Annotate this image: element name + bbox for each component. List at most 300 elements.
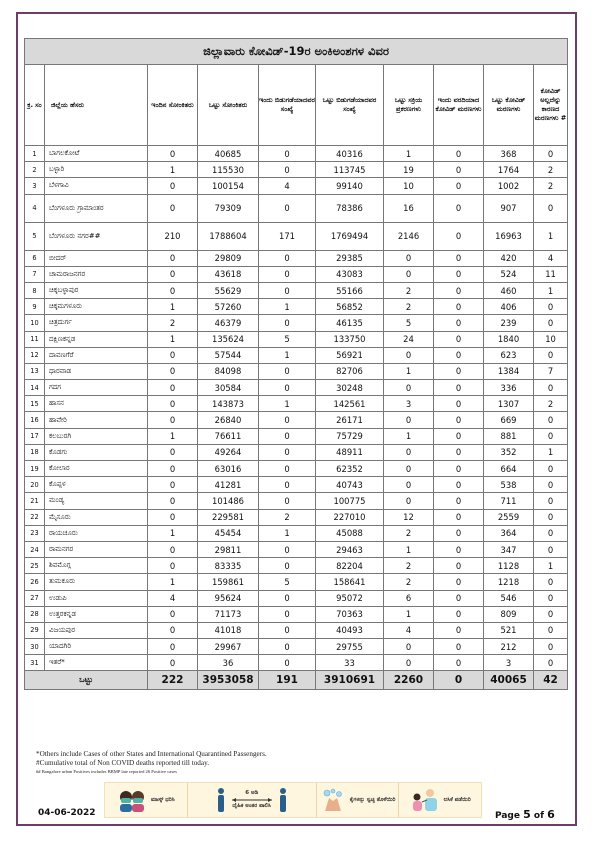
cell-active: 0 (384, 493, 434, 509)
cell-today-deaths: 0 (434, 574, 484, 590)
vaccine-caption: ಲಸಿಕೆ ಪಡೆಯಿರಿ (443, 796, 471, 803)
cell-total-discharged: 78386 (316, 194, 384, 222)
cell-total-deaths: 1218 (484, 574, 534, 590)
cell-active: 12 (384, 509, 434, 525)
cell-active: 0 (384, 250, 434, 266)
cell-non-covid-deaths: 0 (534, 493, 568, 509)
table-row (25, 606, 568, 622)
cell-today-discharged: 0 (259, 315, 316, 331)
cell-non-covid-deaths: 0 (534, 299, 568, 315)
cell-active: 24 (384, 331, 434, 347)
cell-today-positive: 1 (148, 525, 198, 541)
cell-today-positive: 0 (148, 461, 198, 477)
table-row (25, 639, 568, 655)
cell-today-positive: 0 (148, 541, 198, 557)
cell-total-discharged: 40493 (316, 622, 384, 638)
cell-total-deaths: 1840 (484, 331, 534, 347)
totals-total-deaths: 40065 (484, 671, 534, 690)
cell-today-discharged: 2 (259, 509, 316, 525)
cell-today-positive: 0 (148, 639, 198, 655)
handwash-icon (320, 787, 346, 813)
mask-caption: ಮಾಸ್ಕ್ ಧರಿಸಿ (150, 796, 175, 803)
page-current: 5 (523, 808, 531, 821)
cell-today-deaths: 0 (434, 222, 484, 250)
table-row (25, 541, 568, 557)
cell-sl: 7 (25, 266, 45, 282)
cell-non-covid-deaths: 0 (534, 477, 568, 493)
cell-total-deaths: 212 (484, 639, 534, 655)
cell-district: ಕಲಬುರಗಿ (45, 428, 148, 444)
cell-today-discharged: 1 (259, 525, 316, 541)
cell-today-discharged: 1 (259, 347, 316, 363)
cell-today-discharged: 0 (259, 146, 316, 162)
cell-total-discharged: 100775 (316, 493, 384, 509)
cell-non-covid-deaths: 0 (534, 574, 568, 590)
table-row (25, 525, 568, 541)
cell-district: ಹಾವೇರಿ (45, 412, 148, 428)
cell-today-deaths: 0 (434, 331, 484, 347)
cell-total-positive: 115530 (198, 162, 259, 178)
cell-total-discharged: 40743 (316, 477, 384, 493)
cell-today-positive: 0 (148, 509, 198, 525)
cell-today-discharged: 0 (259, 282, 316, 298)
cell-total-positive: 63016 (198, 461, 259, 477)
table-row (25, 622, 568, 638)
header-total-positive: ಒಟ್ಟು ಸೋಂಕಿತರು (198, 65, 259, 146)
cell-total-positive: 57260 (198, 299, 259, 315)
cell-district: ಬಳ್ಳಾರಿ (45, 162, 148, 178)
cell-today-discharged: 1 (259, 299, 316, 315)
cell-district: ಉಡುಪಿ (45, 590, 148, 606)
cell-today-positive: 0 (148, 194, 198, 222)
cell-total-positive: 29811 (198, 541, 259, 557)
cell-total-discharged: 40316 (316, 146, 384, 162)
table-row (25, 574, 568, 590)
cell-today-discharged: 0 (259, 606, 316, 622)
cell-non-covid-deaths: 0 (534, 509, 568, 525)
cell-total-deaths: 1128 (484, 558, 534, 574)
table-row (25, 396, 568, 412)
cell-non-covid-deaths: 0 (534, 590, 568, 606)
cell-total-deaths: 538 (484, 477, 534, 493)
cell-active: 6 (384, 590, 434, 606)
cell-district: ರಾಯಚೂರು (45, 525, 148, 541)
cell-today-deaths: 0 (434, 347, 484, 363)
cell-total-positive: 55629 (198, 282, 259, 298)
distance-caption: ದೈಹಿಕ ಅಂತರ ಪಾಲಿಸಿ (232, 803, 271, 809)
cell-district: ಬೆಳಗಾವಿ (45, 178, 148, 194)
cell-total-deaths: 521 (484, 622, 534, 638)
cell-district: ಧಾರವಾಡ (45, 363, 148, 379)
cell-sl: 14 (25, 380, 45, 396)
cell-today-discharged: 171 (259, 222, 316, 250)
table-row (25, 461, 568, 477)
cell-non-covid-deaths: 0 (534, 655, 568, 671)
cell-sl: 28 (25, 606, 45, 622)
cell-total-positive: 101486 (198, 493, 259, 509)
cell-total-discharged: 46135 (316, 315, 384, 331)
cell-non-covid-deaths: 1 (534, 222, 568, 250)
mask-panel (105, 783, 188, 817)
totals-today-discharged: 191 (259, 671, 316, 690)
cell-total-discharged: 56921 (316, 347, 384, 363)
table-row (25, 266, 568, 282)
cell-total-deaths: 623 (484, 347, 534, 363)
cell-active: 2 (384, 299, 434, 315)
cell-non-covid-deaths: 0 (534, 461, 568, 477)
cell-today-deaths: 0 (434, 461, 484, 477)
cell-today-deaths: 0 (434, 477, 484, 493)
cell-total-positive: 36 (198, 655, 259, 671)
cell-non-covid-deaths: 0 (534, 315, 568, 331)
cell-non-covid-deaths: 2 (534, 178, 568, 194)
cell-total-positive: 1788604 (198, 222, 259, 250)
cell-today-positive: 0 (148, 444, 198, 460)
totals-today-positive: 222 (148, 671, 198, 690)
cell-today-positive: 0 (148, 477, 198, 493)
cell-total-deaths: 711 (484, 493, 534, 509)
cell-non-covid-deaths: 11 (534, 266, 568, 282)
totals-today-deaths: 0 (434, 671, 484, 690)
header-today-discharged: ಇಂದು ಬಿಡುಗಡೆಯಾದವರ ಸಂಖ್ಯೆ (259, 65, 316, 146)
table-row (25, 222, 568, 250)
cell-total-discharged: 95072 (316, 590, 384, 606)
cell-total-discharged: 227010 (316, 509, 384, 525)
cell-today-positive: 0 (148, 363, 198, 379)
table-body (25, 146, 568, 671)
cell-today-positive: 0 (148, 347, 198, 363)
cell-today-discharged: 0 (259, 428, 316, 444)
cell-total-discharged: 29385 (316, 250, 384, 266)
cell-active: 2 (384, 282, 434, 298)
table-row (25, 282, 568, 298)
cell-today-positive: 0 (148, 493, 198, 509)
cell-district: ಚಾಮರಾಜನಗರ (45, 266, 148, 282)
cell-total-deaths: 669 (484, 412, 534, 428)
cell-total-positive: 100154 (198, 178, 259, 194)
table-row (25, 428, 568, 444)
cell-total-positive: 46379 (198, 315, 259, 331)
totals-non-covid-deaths: 42 (534, 671, 568, 690)
cell-total-deaths: 1764 (484, 162, 534, 178)
cell-today-deaths: 0 (434, 266, 484, 282)
cell-district: ಮೈಸೂರು (45, 509, 148, 525)
report-date: 04-06-2022 (38, 808, 96, 818)
cell-active: 0 (384, 477, 434, 493)
cell-total-positive: 29809 (198, 250, 259, 266)
cell-today-positive: 1 (148, 574, 198, 590)
cell-active: 0 (384, 655, 434, 671)
cell-district: ಕೊಪ್ಪಳ (45, 477, 148, 493)
district-covid-table (24, 38, 568, 690)
cell-total-positive: 40685 (198, 146, 259, 162)
cell-non-covid-deaths: 1 (534, 282, 568, 298)
cell-total-positive: 41018 (198, 622, 259, 638)
handwash-caption: ಕೈಗಳನ್ನು ಸ್ವಚ್ಛ ತೊಳೆಯಿರಿ (349, 796, 396, 803)
cell-today-positive: 0 (148, 250, 198, 266)
mask-icon (117, 787, 147, 813)
cell-today-positive: 0 (148, 178, 198, 194)
cell-active: 0 (384, 380, 434, 396)
cell-total-discharged: 82706 (316, 363, 384, 379)
cell-non-covid-deaths: 0 (534, 380, 568, 396)
cell-today-positive: 0 (148, 622, 198, 638)
cell-today-deaths: 0 (434, 509, 484, 525)
cell-today-discharged: 0 (259, 363, 316, 379)
cell-today-deaths: 0 (434, 622, 484, 638)
header-today-positive: ಇಂದಿನ ಸೋಂಕಿತರು (148, 65, 198, 146)
cell-today-positive: 0 (148, 380, 198, 396)
cell-district: ಬೆಂಗಳೂರು ನಗರ## (45, 222, 148, 250)
cell-today-deaths: 0 (434, 162, 484, 178)
cell-total-discharged: 30248 (316, 380, 384, 396)
cell-district: ಕೋಲಾರ (45, 461, 148, 477)
cell-total-deaths: 1307 (484, 396, 534, 412)
cell-active: 0 (384, 412, 434, 428)
cell-district: ಹಾಸನ (45, 396, 148, 412)
cell-today-deaths: 0 (434, 282, 484, 298)
cell-sl: 16 (25, 412, 45, 428)
cell-today-deaths: 0 (434, 363, 484, 379)
cell-total-deaths: 546 (484, 590, 534, 606)
cell-active: 19 (384, 162, 434, 178)
cell-today-positive: 0 (148, 396, 198, 412)
cell-district: ಬೆಂಗಳೂರು ಗ್ರಾಮಾಂತರ (45, 194, 148, 222)
cell-sl: 1 (25, 146, 45, 162)
cell-today-discharged: 0 (259, 558, 316, 574)
cell-total-discharged: 48911 (316, 444, 384, 460)
table-row (25, 347, 568, 363)
cell-non-covid-deaths: 0 (534, 606, 568, 622)
cell-active: 2146 (384, 222, 434, 250)
cell-sl: 25 (25, 558, 45, 574)
table-row (25, 331, 568, 347)
footnote-others: *Others include Cases of other States and International Quarantined Passengers. (36, 750, 267, 758)
cell-sl: 15 (25, 396, 45, 412)
cell-total-deaths: 368 (484, 146, 534, 162)
header-today-deaths: ಇಂದು ವರದಿಯಾದ ಕೋವಿಡ್ ಮರಣಗಳು (434, 65, 484, 146)
cell-today-deaths: 0 (434, 590, 484, 606)
cell-total-positive: 83335 (198, 558, 259, 574)
cell-sl: 23 (25, 525, 45, 541)
table-row (25, 380, 568, 396)
cell-today-positive: 1 (148, 162, 198, 178)
cell-total-discharged: 142561 (316, 396, 384, 412)
cell-active: 0 (384, 347, 434, 363)
cell-total-deaths: 1384 (484, 363, 534, 379)
cell-non-covid-deaths: 0 (534, 347, 568, 363)
cell-today-deaths: 0 (434, 558, 484, 574)
cell-today-deaths: 0 (434, 428, 484, 444)
cell-active: 5 (384, 315, 434, 331)
cell-active: 2 (384, 558, 434, 574)
cell-total-positive: 76611 (198, 428, 259, 444)
cell-district: ಯಾದಗಿರಿ (45, 639, 148, 655)
cell-total-deaths: 524 (484, 266, 534, 282)
cell-today-discharged: 0 (259, 266, 316, 282)
cell-today-positive: 2 (148, 315, 198, 331)
cell-total-positive: 135624 (198, 331, 259, 347)
cell-total-deaths: 907 (484, 194, 534, 222)
header-total-discharged: ಒಟ್ಟು ಬಿಡುಗಡೆಯಾದವರ ಸಂಖ್ಯೆ (316, 65, 384, 146)
cell-non-covid-deaths: 0 (534, 428, 568, 444)
page-prefix: Page (495, 811, 524, 821)
cell-sl: 11 (25, 331, 45, 347)
cell-today-deaths: 0 (434, 178, 484, 194)
cell-district: ಉತ್ತರಕನ್ನಡ (45, 606, 148, 622)
cell-sl: 5 (25, 222, 45, 250)
cell-sl: 3 (25, 178, 45, 194)
cell-total-deaths: 460 (484, 282, 534, 298)
header-district: ಜಿಲ್ಲೆಯ ಹೆಸರು (45, 65, 148, 146)
cell-total-discharged: 29755 (316, 639, 384, 655)
cell-today-discharged: 0 (259, 493, 316, 509)
cell-sl: 9 (25, 299, 45, 315)
cell-total-discharged: 45088 (316, 525, 384, 541)
cell-active: 0 (384, 461, 434, 477)
cell-today-discharged: 0 (259, 541, 316, 557)
totals-total-discharged: 3910691 (316, 671, 384, 690)
cell-today-positive: 1 (148, 331, 198, 347)
cell-district: ಇತರೆ* (45, 655, 148, 671)
safety-banner (104, 782, 482, 818)
cell-total-deaths: 239 (484, 315, 534, 331)
cell-sl: 19 (25, 461, 45, 477)
cell-total-discharged: 29463 (316, 541, 384, 557)
cell-sl: 6 (25, 250, 45, 266)
cell-total-deaths: 2559 (484, 509, 534, 525)
vaccine-icon (410, 787, 440, 813)
cell-total-discharged: 133750 (316, 331, 384, 347)
cell-sl: 31 (25, 655, 45, 671)
cell-today-positive: 1 (148, 299, 198, 315)
cell-today-discharged: 0 (259, 622, 316, 638)
cell-district: ಶಿವಮೊಗ್ಗ (45, 558, 148, 574)
footnote-non-covid: #Cumulative total of Non COVID deaths reported till today. (36, 759, 209, 767)
cell-today-deaths: 0 (434, 639, 484, 655)
cell-sl: 21 (25, 493, 45, 509)
cell-today-positive: 0 (148, 282, 198, 298)
cell-district: ರಾಮನಗರ (45, 541, 148, 557)
cell-total-deaths: 3 (484, 655, 534, 671)
cell-non-covid-deaths: 0 (534, 412, 568, 428)
cell-today-discharged: 0 (259, 444, 316, 460)
table-row (25, 299, 568, 315)
cell-total-positive: 45454 (198, 525, 259, 541)
table-row (25, 655, 568, 671)
cell-total-deaths: 336 (484, 380, 534, 396)
cell-total-deaths: 406 (484, 299, 534, 315)
cell-total-positive: 49264 (198, 444, 259, 460)
cell-total-discharged: 1769494 (316, 222, 384, 250)
cell-today-deaths: 0 (434, 606, 484, 622)
cell-today-deaths: 0 (434, 315, 484, 331)
cell-sl: 30 (25, 639, 45, 655)
table-row (25, 477, 568, 493)
cell-today-positive: 4 (148, 590, 198, 606)
cell-district: ಕೊಡಗು (45, 444, 148, 460)
totals-row (25, 671, 568, 690)
cell-today-positive: 0 (148, 146, 198, 162)
cell-today-deaths: 0 (434, 541, 484, 557)
cell-active: 2 (384, 525, 434, 541)
cell-non-covid-deaths: 1 (534, 558, 568, 574)
cell-sl: 8 (25, 282, 45, 298)
cell-today-deaths: 0 (434, 146, 484, 162)
cell-total-positive: 57544 (198, 347, 259, 363)
cell-district: ಮಂಡ್ಯ (45, 493, 148, 509)
cell-total-discharged: 62352 (316, 461, 384, 477)
cell-total-positive: 30584 (198, 380, 259, 396)
cell-total-deaths: 16963 (484, 222, 534, 250)
person-right-icon (278, 787, 288, 813)
cell-today-discharged: 0 (259, 590, 316, 606)
cell-active: 1 (384, 146, 434, 162)
table-row (25, 315, 568, 331)
cell-today-discharged: 0 (259, 380, 316, 396)
distance-panel (188, 783, 317, 817)
cell-today-positive: 210 (148, 222, 198, 250)
cell-active: 0 (384, 444, 434, 460)
cell-today-discharged: 0 (259, 655, 316, 671)
cell-non-covid-deaths: 2 (534, 162, 568, 178)
cell-non-covid-deaths: 0 (534, 541, 568, 557)
cell-today-discharged: 0 (259, 194, 316, 222)
cell-district: ಚಿಕ್ಕಮಗಳೂರು (45, 299, 148, 315)
page-total: 6 (547, 808, 555, 821)
cell-non-covid-deaths: 0 (534, 639, 568, 655)
cell-district: ಗದಗ (45, 380, 148, 396)
cell-district: ತುಮಕೂರು (45, 574, 148, 590)
cell-total-discharged: 43083 (316, 266, 384, 282)
cell-total-positive: 71173 (198, 606, 259, 622)
cell-total-positive: 159861 (198, 574, 259, 590)
cell-today-discharged: 0 (259, 461, 316, 477)
cell-total-positive: 41281 (198, 477, 259, 493)
table-row (25, 412, 568, 428)
cell-total-positive: 26840 (198, 412, 259, 428)
totals-total-positive: 3953058 (198, 671, 259, 690)
header-active: ಒಟ್ಟು ಸಕ್ರಿಯ ಪ್ರಕರಣಗಳು (384, 65, 434, 146)
cell-district: ವಿಜಯಪುರ (45, 622, 148, 638)
table-row (25, 162, 568, 178)
cell-total-positive: 29967 (198, 639, 259, 655)
cell-total-discharged: 70363 (316, 606, 384, 622)
cell-today-positive: 0 (148, 655, 198, 671)
cell-district: ದಾವಣಗೆರೆ (45, 347, 148, 363)
page-of: of (530, 811, 548, 821)
cell-today-deaths: 0 (434, 250, 484, 266)
cell-today-positive: 0 (148, 266, 198, 282)
cell-total-deaths: 881 (484, 428, 534, 444)
cell-today-deaths: 0 (434, 493, 484, 509)
vaccine-panel (399, 783, 481, 817)
cell-today-discharged: 0 (259, 250, 316, 266)
totals-active: 2260 (384, 671, 434, 690)
cell-total-discharged: 55166 (316, 282, 384, 298)
header-sl: ಕ್ರ. ಸಂ (25, 65, 45, 146)
cell-sl: 18 (25, 444, 45, 460)
table-row (25, 590, 568, 606)
cell-non-covid-deaths: 0 (534, 194, 568, 222)
cell-total-deaths: 1002 (484, 178, 534, 194)
cell-total-discharged: 56852 (316, 299, 384, 315)
cell-district: ಬಾಗಲಕೋಟೆ (45, 146, 148, 162)
cell-today-deaths: 0 (434, 525, 484, 541)
cell-total-discharged: 82204 (316, 558, 384, 574)
table-row (25, 493, 568, 509)
cell-today-discharged: 1 (259, 396, 316, 412)
